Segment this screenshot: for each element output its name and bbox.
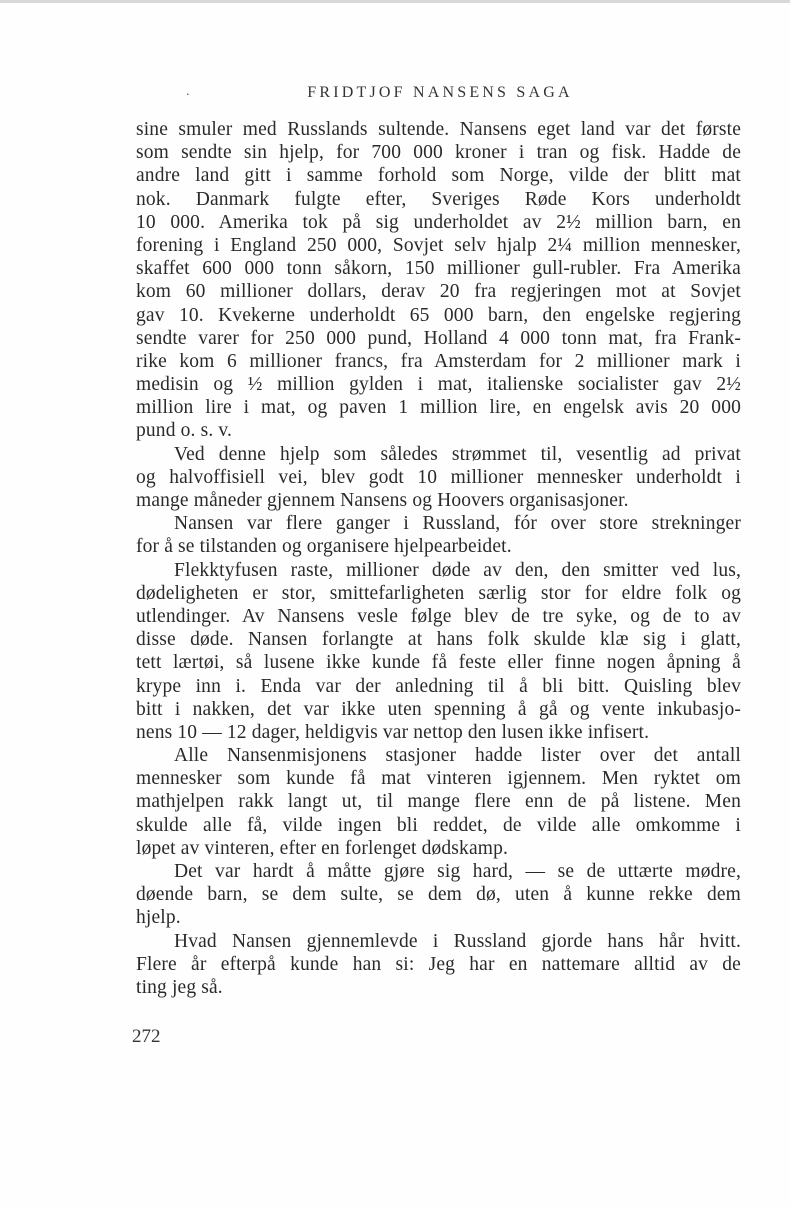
header-dot: . bbox=[186, 84, 190, 99]
text-line: pund o. s. v. bbox=[136, 420, 233, 442]
body-text bbox=[136, 118, 741, 999]
text-line: skulde alle få, vilde ingen bli reddet, de vilde alle omkomme i bbox=[136, 814, 741, 836]
text-line: for å se tilstanden og organisere hjelpearbeidet. bbox=[136, 536, 512, 558]
text-line: Ved denne hjelp som således strømmet til, vesentlig ad privat bbox=[174, 443, 741, 465]
text-line: mathjelpen rakk langt ut, til mange flere enn de på listene. Men bbox=[136, 791, 741, 813]
text-line: gav 10. Kvekerne underholdt 65 000 barn, den engelske regjering bbox=[136, 304, 741, 326]
text-line: utlendinger. Av Nansens vesle følge blev de tre syke, og de to av bbox=[136, 605, 741, 627]
text-line: Hvad Nansen gjennemlevde i Russland gjorde hans hår hvitt. bbox=[174, 930, 741, 952]
page-top-edge bbox=[0, 0, 790, 3]
text-line: andre land gitt i samme forhold som Norge, vilde der blitt mat bbox=[136, 165, 741, 187]
text-line: som sendte sin hjelp, for 700 000 kroner i tran og fisk. Hadde de bbox=[136, 142, 741, 164]
text-line: krype inn i. Enda var der anledning til å bli bitt. Quisling blev bbox=[136, 675, 741, 697]
text-line: Det var hardt å måtte gjøre sig hard, — se de uttærte mødre, bbox=[174, 861, 741, 882]
text-line: sendte varer for 250 000 pund, Holland 4 000 tonn mat, fra Frank- bbox=[136, 327, 741, 349]
text-line: medisin og ½ million gylden i mat, italienske socialister gav 2½ bbox=[136, 374, 741, 396]
page-number: 272 bbox=[132, 1026, 161, 1047]
running-title: FRIDTJOF NANSENS SAGA bbox=[307, 84, 573, 101]
text-line: mange måneder gjennem Nansens og Hoovers organisasjoner. bbox=[136, 490, 629, 511]
text-line: døende barn, se dem sulte, se dem dø, uten å kunne rekke dem bbox=[136, 884, 741, 906]
text-line: kom 60 millioner dollars, derav 20 fra regjeringen mot at Sovjet bbox=[136, 281, 741, 303]
text-line: nok. Danmark fulgte efter, Sveriges Røde Kors underholdt bbox=[136, 188, 741, 210]
text-line: disse døde. Nansen forlangte at hans folk skulde klæ sig i glatt, bbox=[136, 629, 741, 651]
text-line: skaffet 600 000 tonn såkorn, 150 millioner gull-rubler. Fra Amerika bbox=[136, 258, 741, 280]
text-line: hjelp. bbox=[136, 907, 181, 929]
text-line: og halvoffisiell vei, blev godt 10 millioner mennesker underholdt i bbox=[136, 466, 741, 488]
text-line: sine smuler med Russlands sultende. Nansens eget land var det første bbox=[136, 119, 741, 140]
text-line: million lire i mat, og paven 1 million lire, en engelsk avis 20 000 bbox=[136, 397, 741, 419]
text-line: Nansen var flere ganger i Russland, fór over store strekninger bbox=[174, 513, 741, 535]
text-line: dødeligheten er stor, smittefarligheten særlig stor for eldre folk og bbox=[136, 582, 741, 604]
text-line: tett lærtøi, så lusene ikke kunde få feste eller finne nogen åpning å bbox=[136, 652, 741, 674]
text-line: Flere år efterpå kunde han si: Jeg har en nattemare alltid av de bbox=[136, 953, 741, 975]
text-line: forening i England 250 000, Sovjet selv hjalp 2¼ million mennesker, bbox=[136, 234, 741, 256]
text-line: 10 000. Amerika tok på sig underholdet av 2½ million barn, en bbox=[136, 211, 741, 233]
text-line: rike kom 6 millioner francs, fra Amsterdam for 2 millioner mark i bbox=[136, 350, 741, 372]
text-line: bitt i nakken, det var ikke uten spenning å gå og vente inkubasjo- bbox=[136, 698, 741, 720]
text-line: nens 10 — 12 dager, heldigvis var nettop den lusen ikke infisert. bbox=[136, 721, 650, 743]
text-line: ting jeg så. bbox=[136, 976, 223, 998]
text-line: løpet av vinteren, efter en forlenget dødskamp. bbox=[136, 837, 508, 859]
text-line: Flekktyfusen raste, millioner døde av den, den smitter ved lus, bbox=[174, 559, 741, 581]
text-line: Alle Nansenmisjonens stasjoner hadde lister over det antall bbox=[174, 745, 741, 767]
text-line: mennesker som kunde få mat vinteren igjennem. Men ryktet om bbox=[136, 768, 741, 790]
